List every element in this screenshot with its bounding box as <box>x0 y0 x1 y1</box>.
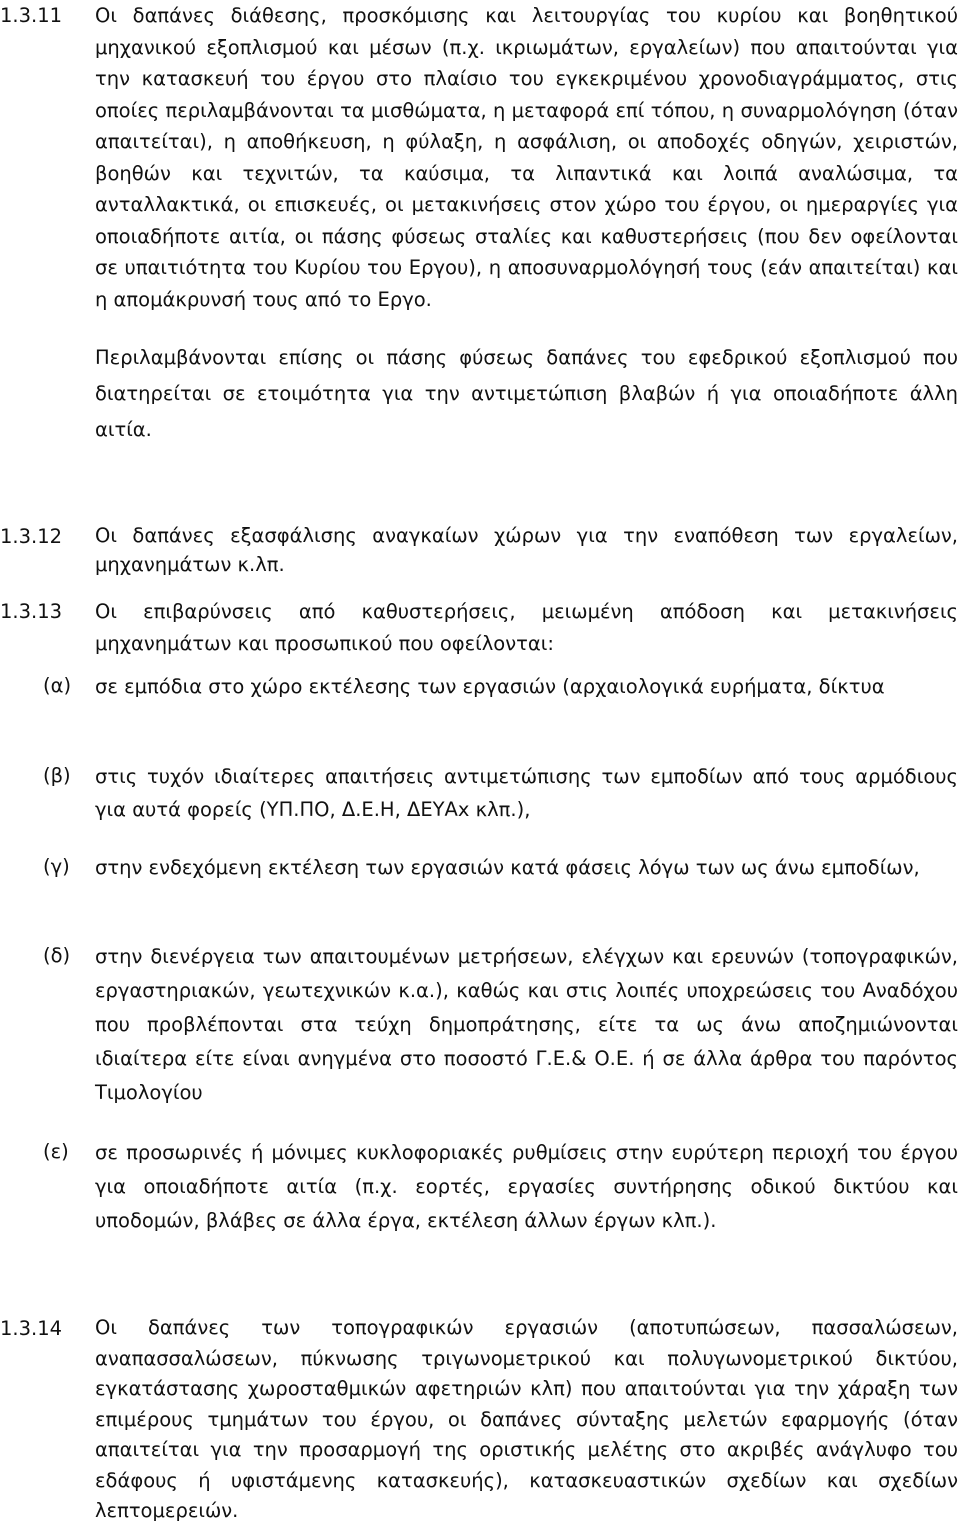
section-number: 1.3.14 <box>0 1317 63 1340</box>
list-item-text: σε προσωρινές ή μόνιμες κυκλοφοριακές ρυθμίσεις στην ευρύτερη περιοχή του έργου για οποιαδήποτε αιτία (π.χ. εορτές, εργασίες συντήρησης οδικού δικτύου και υποδομών, βλάβες σε άλλα έργα, εκτέλεση άλλων έργων κλπ.). <box>95 1141 958 1232</box>
list-item-letter: (γ) <box>43 855 70 878</box>
list-item-text: σε εμπόδια στο χώρο εκτέλεσης των εργασιών (αρχαιολογικά ευρήματα, δίκτυα <box>95 675 885 698</box>
section-number: 1.3.11 <box>0 4 63 27</box>
list-item-letter: (β) <box>43 764 71 787</box>
section-continuation: Περιλαμβάνονται επίσης οι πάσης φύσεως δαπάνες του εφεδρικού εξοπλισμού που διατηρείται σε ετοιμότητα για την αντιμετώπιση βλαβών ή για οποιαδήποτε άλλη αιτία. <box>95 346 958 441</box>
section-text: Οι δαπάνες διάθεσης, προσκόμισης και λειτουργίας του κυρίου και βοηθητικού μηχανικού εξοπλισμού και μέσων (π.χ. ικριωμάτων, εργαλείων) που απαιτούνται για την κατασκευή του έργου στο πλαίσιο του εγκεκριμένου χρονοδιαγράμματος, στις οποίες περιλαμβάνονται τα μισθώματα, η μεταφορά επί τόπου, η συναρμολόγηση (όταν απαιτείται), η αποθήκευση, η φύλαξη, η ασφάλιση, οι αποδοχές οδηγών, χειριστών, βοηθών και τεχνιτών, τα καύσιμα, τα λιπαντικά και λοιπά αναλώσιμα, τα ανταλλακτικά, οι επισκευές, οι μετακινήσεις στον χώρο του έργου, οι ημεραργίες για οποιαδήποτε αιτία, οι πάσης φύσεως σταλίες και καθυστερήσεις (που δεν οφείλονται σε υπαιτιότητα του Κυρίου του Εργου), η αποσυναρμολόγησή τους (εάν απαιτείται) και η απομάκρυνσή τους από το Εργο. <box>95 4 958 311</box>
section-text: Οι δαπάνες εξασφάλισης αναγκαίων χώρων για την εναπόθεση των εργαλείων, μηχανημάτων κ.λπ. <box>95 524 958 576</box>
section-number: 1.3.12 <box>0 525 63 548</box>
list-item-text: στις τυχόν ιδιαίτερες απαιτήσεις αντιμετώπισης των εμποδίων από τους αρμόδιους για αυτά φορείς (ΥΠ.ΠΟ, Δ.Ε.Η, ΔΕΥΑx κλπ.), <box>95 765 958 821</box>
list-item-letter: (α) <box>43 674 72 697</box>
section-text: Οι επιβαρύνσεις από καθυστερήσεις, μειωμένη απόδοση και μετακινήσεις μηχανημάτων και προσωπικού που οφείλονται: <box>95 600 958 655</box>
section-number: 1.3.13 <box>0 600 63 623</box>
list-item-letter: (ε) <box>43 1140 69 1163</box>
list-item-text: στην ενδεχόμενη εκτέλεση των εργασιών κατά φάσεις λόγω των ως άνω εμποδίων, <box>95 856 920 879</box>
list-item-letter: (δ) <box>43 944 71 967</box>
list-item-text: στην διενέργεια των απαιτουμένων μετρήσεων, ελέγχων και ερευνών (τοπογραφικών, εργαστηριακών, γεωτεχνικών κ.α.), καθώς και στις λοιπές υποχρεώσεις του Αναδόχου που προβλέπονται στα τεύχη δημοπράτησης, είτε τα ως άνω αποζημιώνονται ιδιαίτερα είτε είναι ανηγμένα στο ποσοστό Γ.Ε.& Ο.Ε. ή σε άλλα άρθρα του παρόντος Τιμολογίου <box>95 945 958 1104</box>
section-text: Οι δαπάνες των τοπογραφικών εργασιών (αποτυπώσεων, πασσαλώσεων, αναπασσαλώσεων, πύκνωσης τριγωνομετρικού και πολυγωνομετρικού δικτύου, εγκατάστασης χωροσταθμικών αφετηριών κλπ) που απαιτούνται για την χάραξη των επιμέρους τμημάτων του έργου, οι δαπάνες σύνταξης μελετών εφαρμογής (όταν απαιτείται για την προσαρμογή της οριστικής μελέτης στο ακριβές ανάγλυφο του εδάφους ή υφιστάμενης κατασκευής), κατασκευαστικών σχεδίων και σχεδίων λεπτομερειών. <box>95 1316 958 1522</box>
